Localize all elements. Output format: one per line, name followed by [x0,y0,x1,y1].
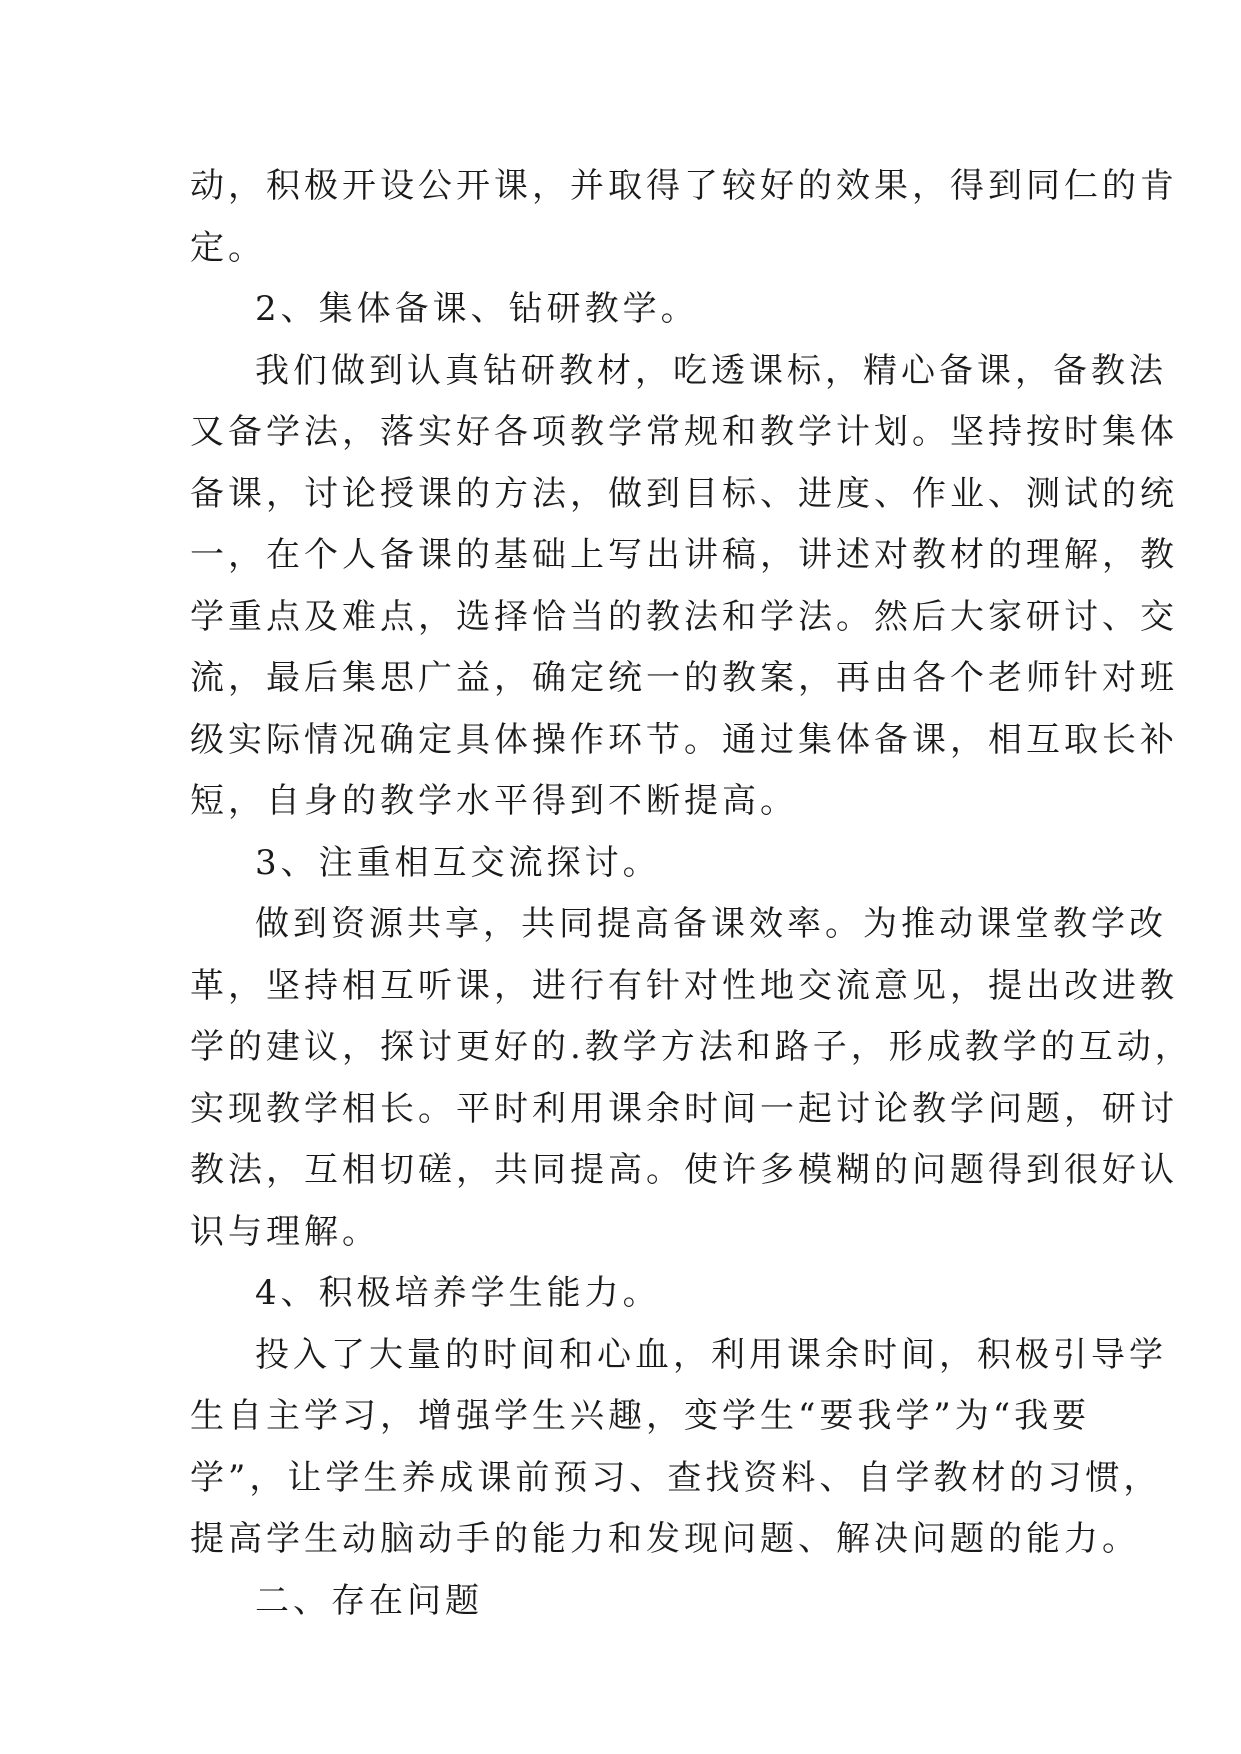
paragraph-line: 做到资源共享，共同提高备课效率。为推动课堂教学改 [255,904,1167,944]
paragraph-line: 一，在个人备课的基础上写出讲稿，讲述对教材的理解，教 [190,535,1178,575]
paragraph-line: 学”，让学生养成课前预习、查找资料、自学教材的习惯， [190,1457,1162,1498]
paragraph-line: 教法，互相切磋，共同提高。使许多模糊的问题得到很好认 [190,1150,1178,1190]
section-heading: 二、存在问题 [255,1580,483,1621]
section-heading: 4、积极培养学生能力。 [255,1273,661,1313]
paragraph-line: 短，自身的教学水平得到不断提高。 [190,781,798,821]
paragraph-line: 学重点及难点，选择恰当的教法和学法。然后大家研讨、交 [190,596,1178,637]
section-heading: 2、集体备课、钻研教学。 [255,289,699,329]
paragraph-line: 投入了大量的时间和心血，利用课余时间，积极引导学 [255,1334,1167,1375]
document-page [190,156,1193,1632]
paragraph-line: 学的建议，探讨更好的.教学方法和路子，形成教学的互动， [190,1027,1193,1067]
paragraph-line: 定。 [190,227,266,268]
paragraph-line: 革，坚持相互听课，进行有针对性地交流意见，提出改进教 [190,965,1178,1006]
paragraph-line: 级实际情况确定具体操作环节。通过集体备课，相互取长补 [190,719,1178,760]
section-heading: 3、注重相互交流探讨。 [255,842,661,883]
paragraph-line: 流，最后集思广益，确定统一的教案，再由各个老师针对班 [190,658,1178,698]
paragraph-line: 提高学生动脑动手的能力和发现问题、解决问题的能力。 [190,1519,1140,1559]
paragraph-line: 我们做到认真钻研教材，吃透课标，精心备课，备教法 [255,350,1167,391]
paragraph-line: 备课，讨论授课的方法，做到目标、进度、作业、测试的统 [190,473,1178,514]
paragraph-line: 又备学法，落实好各项教学常规和教学计划。坚持按时集体 [190,412,1178,452]
paragraph-line: 识与理解。 [190,1211,380,1252]
paragraph-line: 生自主学习，增强学生兴趣，变学生“要我学”为“我要 [190,1396,1091,1436]
paragraph-line: 动，积极开设公开课，并取得了较好的效果，得到同仁的肯 [190,166,1178,206]
paragraph-line: 实现教学相长。平时利用课余时间一起讨论教学问题，研讨 [190,1088,1178,1129]
